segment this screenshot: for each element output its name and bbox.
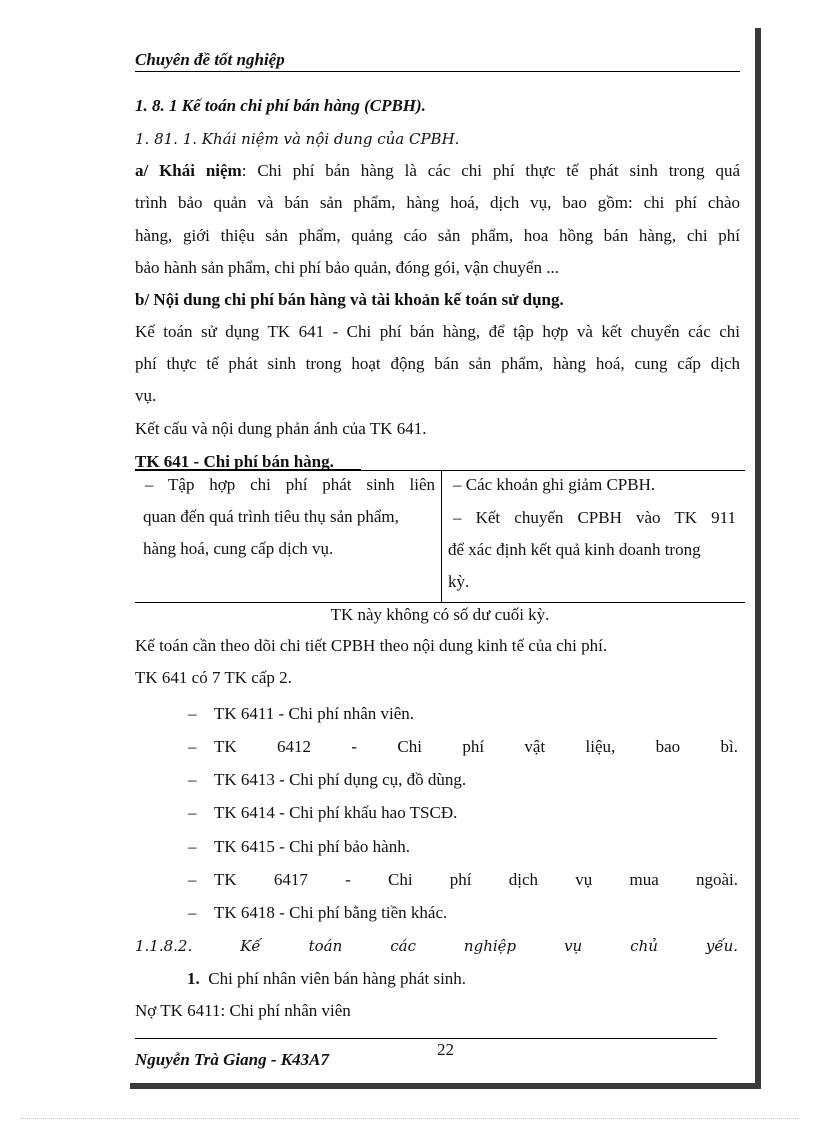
operations-item <box>187 968 687 990</box>
credit-line: – Kết chuyển CPBH vào TK 911 <box>453 508 736 527</box>
list-dash: – <box>188 737 197 756</box>
section-subheading: 1. 81. 1. Khái niệm và nội dung của CPBH. <box>135 130 460 148</box>
subaccount-item: – TK 6413 - Chi phí dụng cụ, đồ dùng. <box>188 770 467 789</box>
page-shadow-right <box>755 28 761 1083</box>
page-edge <box>20 1118 800 1119</box>
subaccount-item: – TK 6418 - Chi phí bằng tiền khác. <box>188 903 448 922</box>
operations-heading: 1.1.8.2. Kế toán các nghiệp vụ chủ yếu. <box>135 937 738 955</box>
list-dash: – <box>188 704 197 723</box>
subaccount-item: – TK 6415 - Chi phí bảo hành. <box>188 837 410 856</box>
debit-line: hàng hoá, cung cấp dịch vụ. <box>143 539 334 558</box>
list-dash: – <box>188 803 197 822</box>
journal-entry: Nợ TK 6411: Chi phí nhân viên <box>135 1001 351 1020</box>
detail-line: Kế toán cần theo dõi chi tiết CPBH theo nội dung kinh tế của chi phí. <box>135 636 608 655</box>
usage-line: Kế toán sử dụng TK 641 - Chi phí bán hàng, để tập hợp và kết chuyển các chi <box>135 322 740 341</box>
concept-paragraph-line: bảo hành sản phẩm, chi phí bảo quản, đóng gói, vận chuyển ... <box>135 258 559 277</box>
concept-label: a/ Khái niệm <box>135 161 242 180</box>
footer-author: Nguyễn Trà Giang - K43A7 <box>135 1050 329 1069</box>
list-dash: – <box>188 870 197 889</box>
item-number: 1. <box>187 969 200 988</box>
footer-rule <box>135 1038 717 1039</box>
concept-paragraph-line: hàng, giới thiệu sản phẩm, quảng cáo sản phẩm, hoa hồng bán hàng, chi phí <box>135 226 740 245</box>
page-number: 22 <box>437 1040 454 1059</box>
subaccount-item: – TK 6414 - Chi phí khấu hao TSCĐ. <box>188 803 458 822</box>
credit-line: kỳ. <box>448 572 470 591</box>
concept-text: : Chi phí bán hàng là các chi phí thực tế phát sinh trong quá <box>241 161 740 180</box>
usage-line: vụ. <box>135 386 157 405</box>
usage-line: phí thực tế phát sinh trong hoạt động bán sản phẩm, hàng hoá, cung cấp dịch <box>135 354 740 373</box>
subaccount-spread: TK 6417 - Chi phí dịch vụ mua ngoài. <box>214 870 738 889</box>
item-text: Chi phí nhân viên bán hàng phát sinh. <box>208 969 467 988</box>
list-dash: – <box>188 770 197 789</box>
subaccount-spread: TK 6412 - Chi phí vật liệu, bao bì. <box>214 737 738 756</box>
credit-line: – Các khoản ghi giảm CPBH. <box>453 475 656 494</box>
subaccount-item <box>188 736 738 758</box>
detail-line: TK 641 có 7 TK cấp 2. <box>135 668 292 687</box>
t-account-bottom-line <box>135 602 745 603</box>
list-dash: – <box>188 903 197 922</box>
t-account-footer: TK này không có số dư cuối kỳ. <box>330 605 550 624</box>
content-heading: b/ Nội dung chi phí bán hàng và tài khoản kế toán sử dụng. <box>135 290 564 309</box>
header-rule <box>135 71 740 72</box>
list-dash: – <box>188 837 197 856</box>
debit-line: quan đến quá trình tiêu thụ sản phẩm, <box>143 507 399 526</box>
page-shadow-bottom <box>130 1083 761 1089</box>
structure-line: Kết cấu và nội dung phản ánh của TK 641. <box>135 419 427 438</box>
t-account-divider <box>441 471 442 602</box>
t-account-top-line <box>135 470 745 471</box>
section-heading: 1. 8. 1 Kế toán chi phí bán hàng (CPBH). <box>135 96 426 115</box>
subaccount-item <box>188 869 738 891</box>
concept-paragraph-line: trình bảo quản và bán sản phẩm, hàng hoá, dịch vụ, bao gồm: chi phí chào <box>135 193 740 212</box>
credit-line: để xác định kết quả kinh doanh trong <box>448 540 701 559</box>
debit-line: – Tập hợp chi phí phát sinh liên <box>145 475 435 494</box>
concept-paragraph-line <box>135 160 740 182</box>
account-table-title: TK 641 - Chi phí bán hàng. <box>135 452 334 471</box>
header-title: Chuyên đề tốt nghiệp <box>135 50 285 69</box>
subaccount-item: – TK 6411 - Chi phí nhân viên. <box>188 704 415 723</box>
